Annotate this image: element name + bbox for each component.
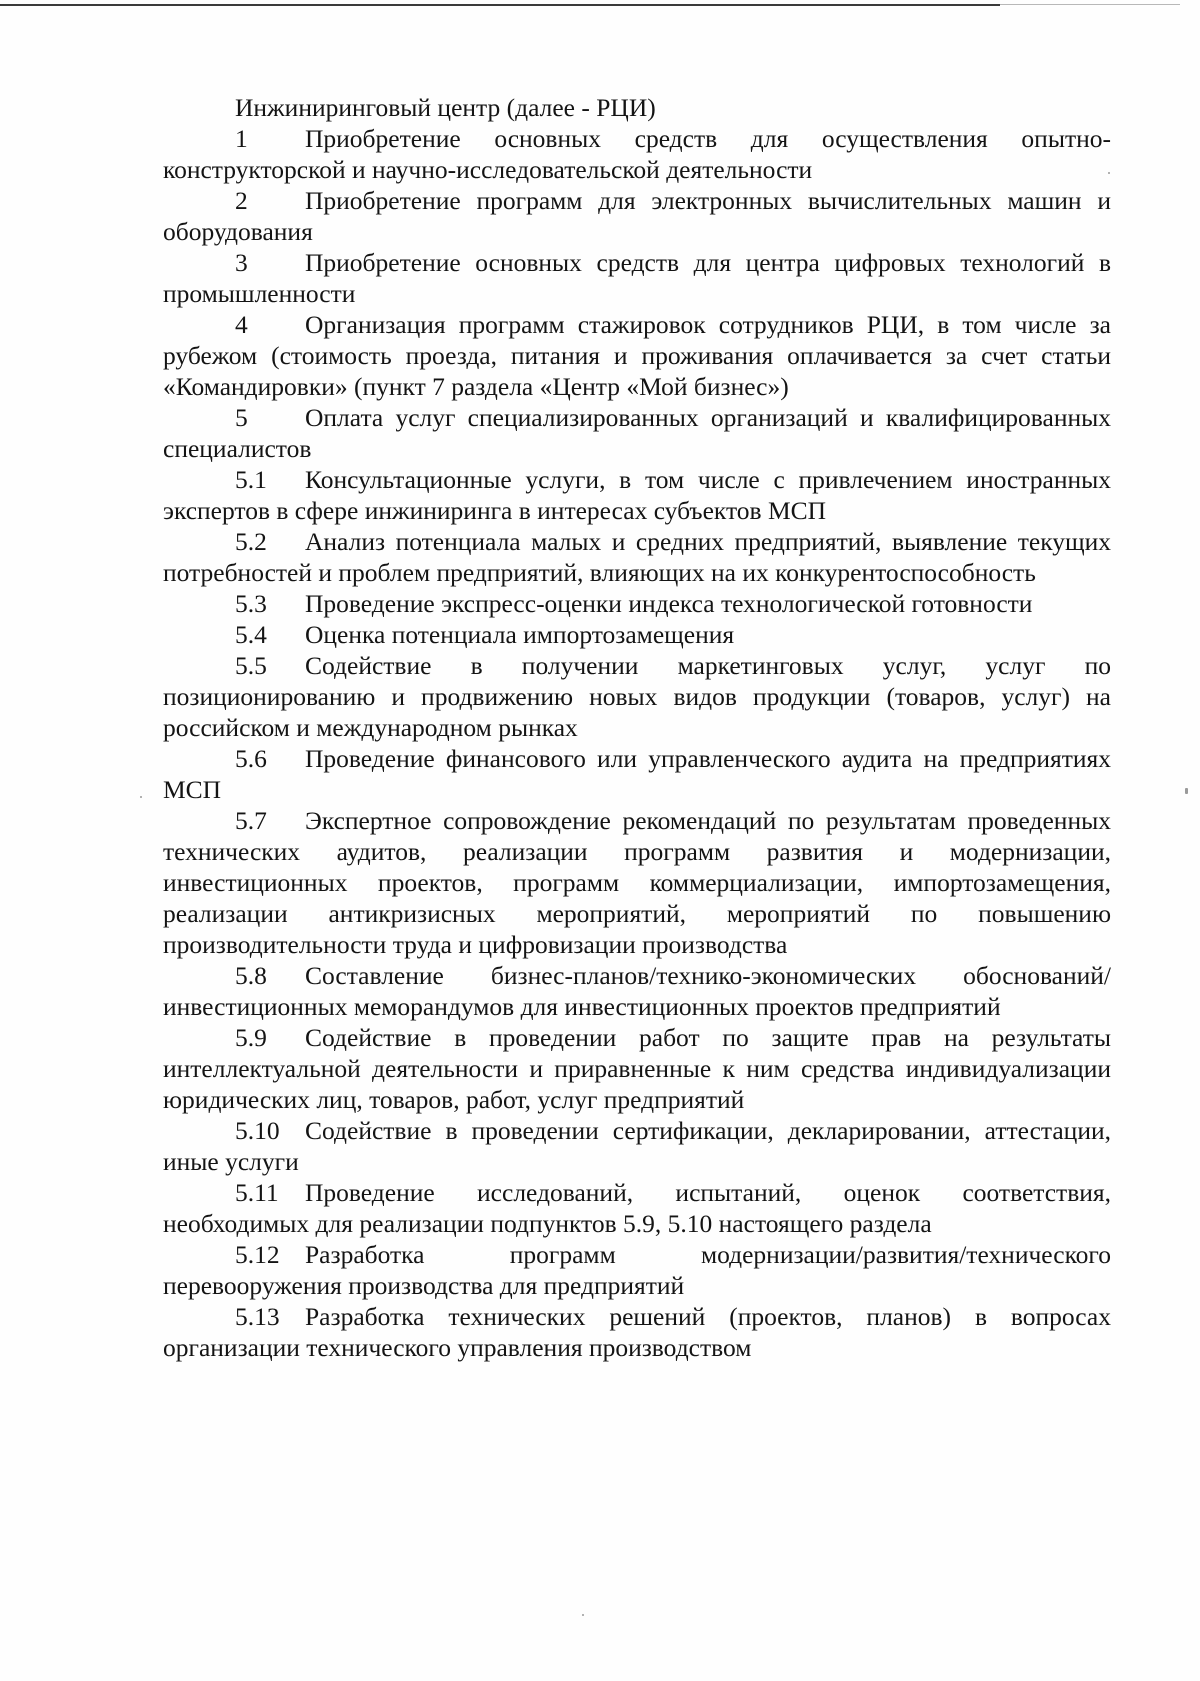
list-item	[163, 1239, 1111, 1301]
list-item	[163, 743, 1111, 805]
list-item	[163, 588, 1111, 619]
item-text: Оплата услуг специализированных организаций и квалифицированных специалистов	[163, 403, 1111, 463]
list-item	[163, 650, 1111, 743]
list-item	[163, 402, 1111, 464]
scan-speck	[582, 1614, 584, 1616]
item-number: 5.2	[235, 527, 267, 556]
item-number: 5.3	[235, 589, 267, 618]
scan-speck	[140, 796, 142, 798]
item-text: Приобретение программ для электронных вычислительных машин и оборудования	[163, 186, 1111, 246]
list-item	[163, 123, 1111, 185]
list-item	[163, 247, 1111, 309]
item-number: 1	[235, 124, 248, 153]
scan-speck	[1185, 788, 1188, 794]
item-text: Проведение экспресс-оценки индекса технологической готовности	[305, 589, 1033, 618]
top-border-line-faint	[1000, 4, 1180, 5]
list-item	[163, 1177, 1111, 1239]
list-item	[163, 619, 1111, 650]
item-text: Проведение финансового или управленческого аудита на предприятиях МСП	[163, 744, 1111, 804]
list-item	[163, 309, 1111, 402]
list-item	[163, 960, 1111, 1022]
item-number: 5.9	[235, 1023, 267, 1052]
item-number: 5.8	[235, 961, 267, 990]
item-number: 4	[235, 310, 248, 339]
item-text: Приобретение основных средств для осуществления опытно-конструкторской и научно-исследовательской деятельности	[163, 124, 1111, 184]
scan-speck	[1108, 172, 1110, 174]
item-number: 5.1	[235, 465, 267, 494]
item-text: Экспертное сопровождение рекомендаций по результатам проведенных технических аудитов, реализации программ развития и модернизации, инвестиционных проектов, программ коммерциализации, импортозамещения, реализации антикризисных мероприятий, мероприятий по повышению производительности труда и цифровизации производства	[163, 806, 1111, 959]
item-text: Разработка технических решений (проектов, планов) в вопросах организации технического управления производством	[163, 1302, 1111, 1362]
list-item	[163, 1022, 1111, 1115]
item-text: Содействие в проведении сертификации, декларировании, аттестации, иные услуги	[163, 1116, 1111, 1176]
item-text: Анализ потенциала малых и средних предприятий, выявление текущих потребностей и проблем предприятий, влияющих на их конкурентоспособность	[163, 527, 1111, 587]
section-heading: Инжиниринговый центр (далее - РЦИ)	[235, 93, 656, 122]
item-number: 5.10	[235, 1116, 280, 1145]
item-number: 5.13	[235, 1302, 280, 1331]
list-item	[163, 526, 1111, 588]
item-number: 2	[235, 186, 248, 215]
item-text: Составление бизнес-планов/технико-экономических обоснований/инвестиционных меморандумов для инвестиционных проектов предприятий	[163, 961, 1111, 1021]
item-number: 5.11	[235, 1178, 279, 1207]
item-number: 5.5	[235, 651, 267, 680]
item-number: 3	[235, 248, 248, 277]
item-text: Проведение исследований, испытаний, оценок соответствия, необходимых для реализации подпунктов 5.9, 5.10 настоящего раздела	[163, 1178, 1111, 1238]
top-border-line	[0, 4, 1000, 6]
item-text: Консультационные услуги, в том числе с привлечением иностранных экспертов в сфере инжиниринга в интересах субъектов МСП	[163, 465, 1111, 525]
item-number: 5	[235, 403, 248, 432]
list-item	[163, 464, 1111, 526]
document-body	[163, 92, 1111, 1363]
item-number: 5.4	[235, 620, 267, 649]
item-text: Организация программ стажировок сотрудников РЦИ, в том числе за рубежом (стоимость проезда, питания и проживания оплачивается за счет статьи «Командировки» (пункт 7 раздела «Центр «Мой бизнес»)	[163, 310, 1111, 401]
item-text: Разработка программ модернизации/развития/технического перевооружения производства для предприятий	[163, 1240, 1111, 1300]
list-item	[163, 805, 1111, 960]
item-number: 5.6	[235, 744, 267, 773]
item-text: Приобретение основных средств для центра цифровых технологий в промышленности	[163, 248, 1111, 308]
item-text: Содействие в получении маркетинговых услуг, услуг по позиционированию и продвижению новых видов продукции (товаров, услуг) на российском и международном рынках	[163, 651, 1111, 742]
item-number: 5.7	[235, 806, 267, 835]
item-number: 5.12	[235, 1240, 280, 1269]
item-text: Содействие в проведении работ по защите прав на результаты интеллектуальной деятельности и приравненные к ним средства индивидуализации юридических лиц, товаров, работ, услуг предприятий	[163, 1023, 1111, 1114]
list-item	[163, 1301, 1111, 1363]
item-text: Оценка потенциала импортозамещения	[305, 620, 735, 649]
list-item	[163, 185, 1111, 247]
list-item	[163, 1115, 1111, 1177]
